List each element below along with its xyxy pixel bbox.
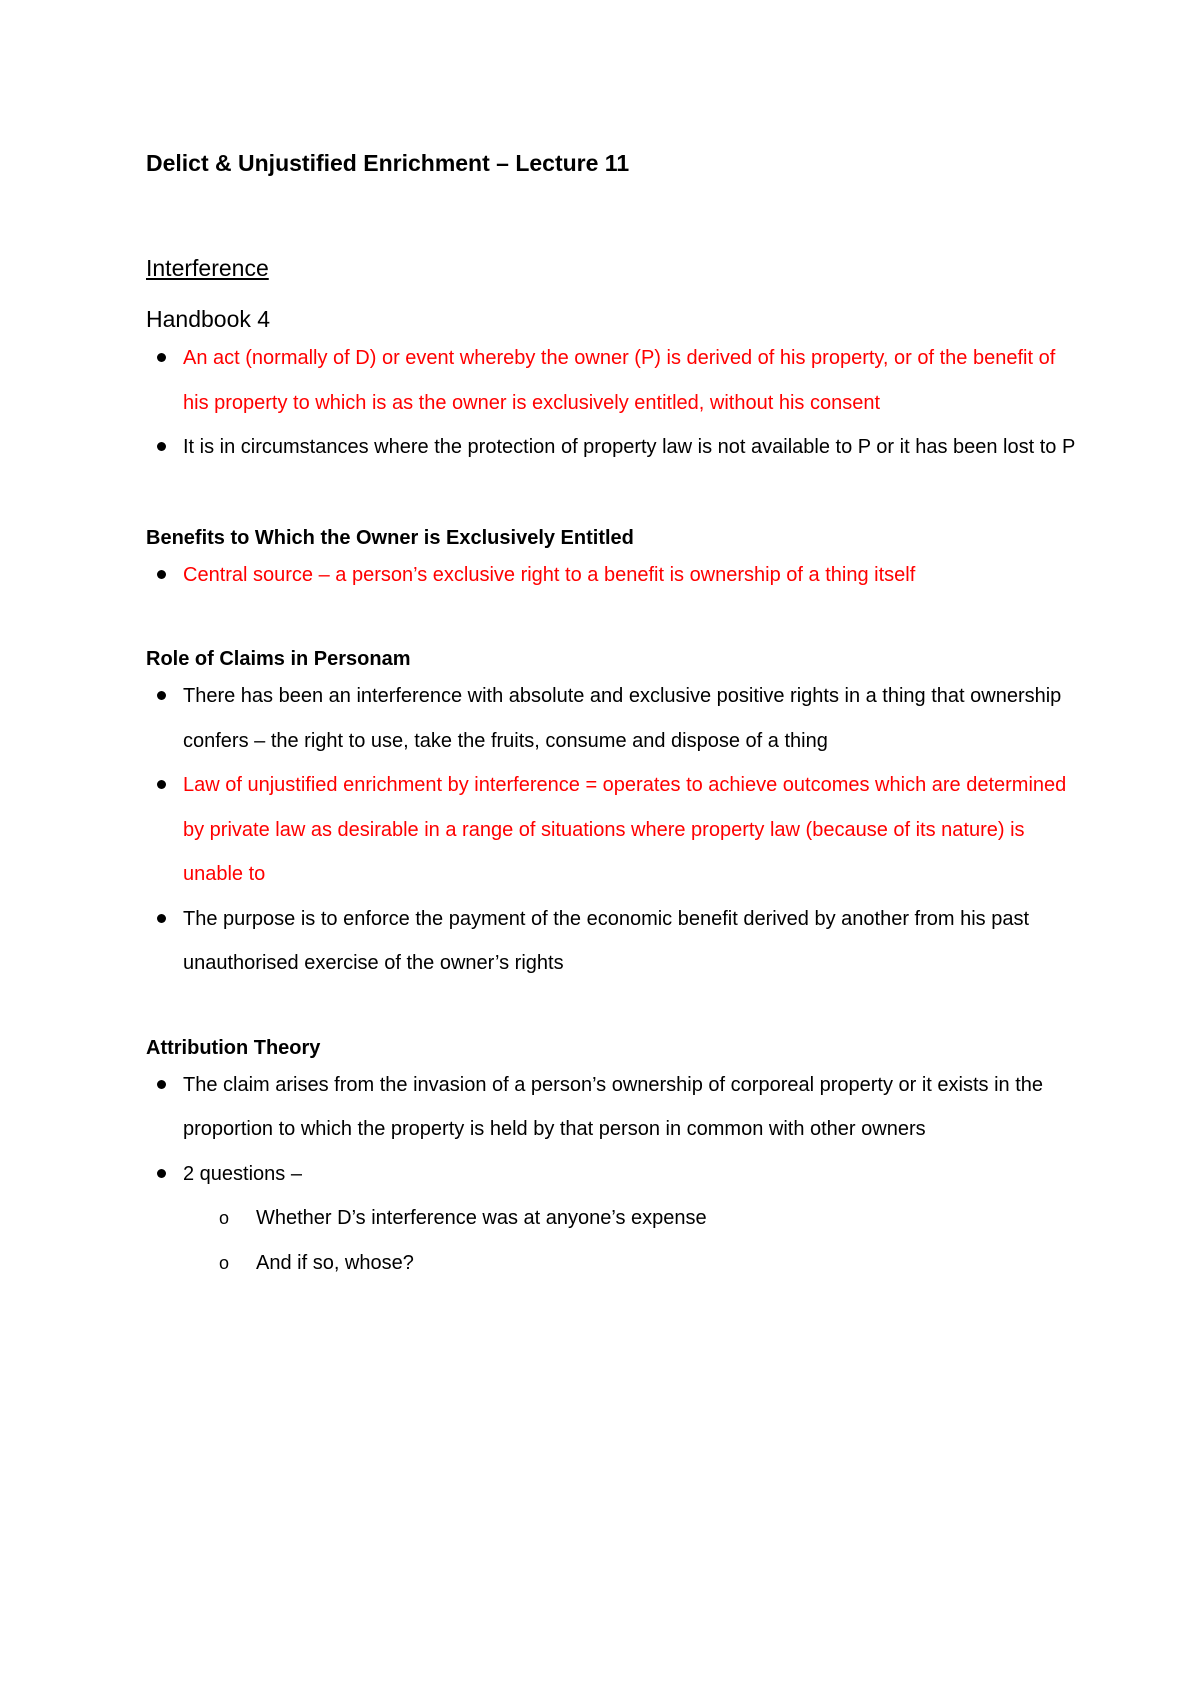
- bullet-icon: [157, 1169, 166, 1178]
- document-content: [146, 146, 1076, 1285]
- bullet-item: [146, 897, 1076, 986]
- intro-bullet-list: [146, 336, 1076, 470]
- bullet-item: [146, 763, 1076, 897]
- document-title: Delict & Unjustified Enrichment – Lecture 11: [146, 150, 630, 176]
- section-heading: Benefits to Which the Owner is Exclusively Entitled: [146, 526, 634, 549]
- bullet-item: [146, 1063, 1076, 1152]
- bullet-list: [146, 553, 1076, 598]
- sub-bullet-list: [146, 1196, 1076, 1285]
- sub-bullet-item: [146, 1241, 1076, 1286]
- bullet-icon: [157, 442, 166, 451]
- bullet-item: [146, 553, 1076, 598]
- circle-bullet-icon: o: [219, 1252, 230, 1273]
- bullet-icon: [157, 353, 166, 362]
- bullet-icon: [157, 1080, 166, 1089]
- bullet-text: It is in circumstances where the protection of property law is not available to P or it has been lost to P: [183, 436, 1076, 458]
- section-subtitle: Handbook 4: [146, 306, 271, 332]
- bullet-icon: [157, 780, 166, 789]
- bullet-text: Central source – a person’s exclusive right to a benefit is ownership of a thing itself: [183, 563, 916, 586]
- bullet-text: The purpose is to enforce the payment of the economic benefit derived by another from his past unauthorised exercise of the owner’s rights: [183, 907, 1030, 974]
- section-heading: Role of Claims in Personam: [146, 648, 411, 670]
- bullet-item: [146, 336, 1076, 425]
- sub-bullet-item: [146, 1196, 1076, 1241]
- bullet-item: [146, 425, 1076, 470]
- bullet-item: [146, 674, 1076, 763]
- bullet-text: An act (normally of D) or event whereby the owner (P) is derived of his property, or of the benefit of his property to which is as the owner is exclusively entitled, without his consent: [183, 347, 1056, 414]
- circle-bullet-icon: o: [219, 1208, 230, 1228]
- bullet-icon: [157, 570, 166, 579]
- bullet-icon: [157, 691, 166, 700]
- bullet-list: [146, 674, 1076, 986]
- bullet-item: [146, 1152, 1076, 1197]
- sub-bullet-text: Whether D’s interference was at anyone’s expense: [256, 1207, 707, 1229]
- bullet-text: 2 questions –: [183, 1162, 302, 1185]
- bullet-text: There has been an interference with absolute and exclusive positive rights in a thing that ownership confers – the right to use, take the fruits, consume and dispose of a thing: [183, 685, 1062, 752]
- bullet-text: Law of unjustified enrichment by interference = operates to achieve outcomes which are determined by private law as desirable in a range of situations where property law (because of its nature) is unable to: [183, 774, 1067, 885]
- section-heading: Attribution Theory: [146, 1036, 321, 1059]
- bullet-list: [146, 1063, 1076, 1197]
- sub-bullet-text: And if so, whose?: [256, 1251, 414, 1274]
- bullet-icon: [157, 914, 166, 923]
- bullet-text: The claim arises from the invasion of a person’s ownership of corporeal property or it exists in the proportion to which the property is held by that person in common with other owners: [183, 1073, 1044, 1140]
- section-title: Interference: [146, 255, 269, 281]
